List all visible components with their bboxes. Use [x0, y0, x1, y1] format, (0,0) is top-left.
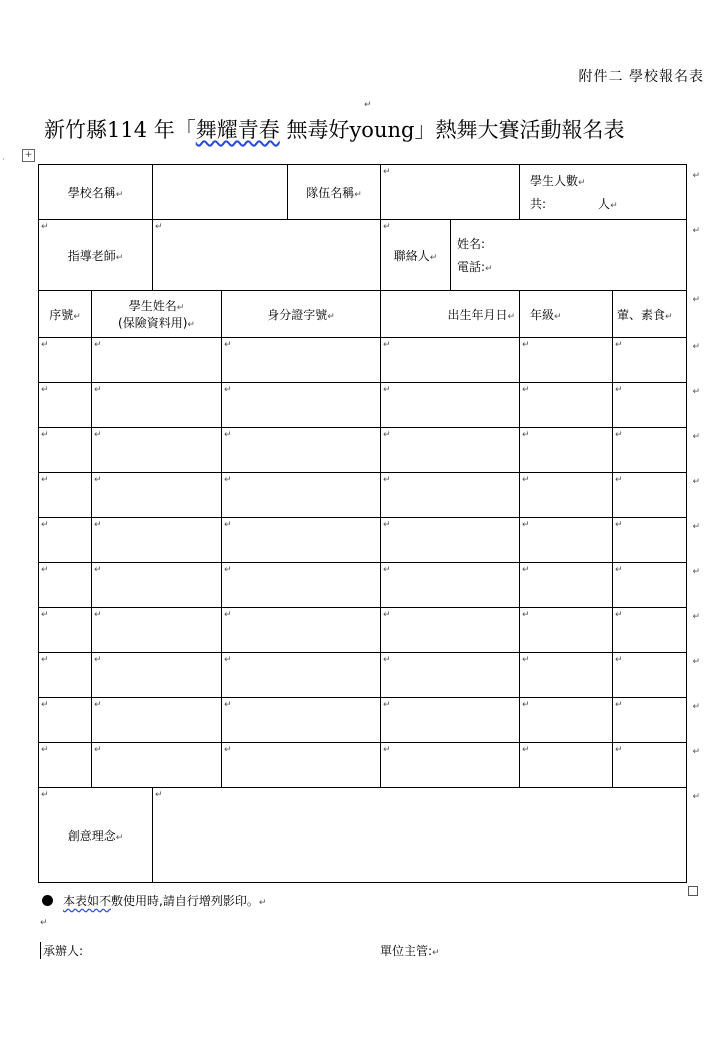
student-row-cell[interactable]: ↵ — [92, 698, 222, 743]
student-row-cell[interactable]: ↵ — [520, 698, 613, 743]
student-row-cell[interactable]: ↵ — [520, 653, 613, 698]
contact-phone-label: 電話: — [457, 260, 486, 274]
student-row-cell[interactable]: ↵ — [222, 563, 381, 608]
school-name-label-cell: 學校名稱↵ — [39, 165, 153, 220]
student-row-cell[interactable]: ↵ ↵ — [613, 653, 687, 698]
student-row-cell[interactable]: ↵ — [520, 563, 613, 608]
paragraph-mark: ↵ — [364, 100, 372, 110]
school-name-value[interactable] — [153, 165, 288, 220]
school-name-label: 學校名稱 — [67, 185, 116, 200]
student-row — [39, 383, 687, 428]
student-row-cell[interactable]: ↵ ↵ — [613, 743, 687, 788]
col-header-diet: 葷、素食↵ ↵ — [613, 291, 687, 338]
student-row-cell[interactable]: ↵ — [92, 518, 222, 563]
student-row-cell[interactable]: ↵ — [222, 338, 381, 383]
contact-name-label: 姓名: — [457, 237, 486, 251]
student-row-cell[interactable]: ↵ — [222, 473, 381, 518]
student-row-cell[interactable]: ↵ — [381, 428, 520, 473]
student-row-cell[interactable]: ↵ — [222, 518, 381, 563]
student-row-cell[interactable]: ↵ — [39, 383, 92, 428]
student-row-cell[interactable]: ↵ — [92, 338, 222, 383]
creative-concept-value[interactable]: ↵ ↵ — [153, 788, 687, 883]
student-row-cell[interactable]: ↵ — [92, 473, 222, 518]
student-row-cell[interactable]: ↵ ↵ — [613, 698, 687, 743]
student-row-cell[interactable]: ↵ — [381, 338, 520, 383]
student-row-cell[interactable]: ↵ — [222, 698, 381, 743]
note-rest: 敷使用時,請自行增列影印。 — [111, 894, 259, 908]
student-row-cell[interactable]: ↵ — [520, 428, 613, 473]
student-row-cell[interactable]: ↵ — [381, 518, 520, 563]
bullet-icon — [42, 895, 53, 906]
handler-signature: 承辦人: — [40, 942, 83, 959]
student-row-cell[interactable]: ↵ ↵ — [613, 338, 687, 383]
student-row-cell[interactable]: ↵ — [520, 473, 613, 518]
student-count-total-label: 共: — [530, 197, 547, 211]
student-row-cell[interactable]: ↵ ↵ — [613, 428, 687, 473]
student-row-cell[interactable]: ↵ — [381, 608, 520, 653]
team-name-label: 隊伍名稱 — [306, 185, 355, 200]
student-row-cell[interactable]: ↵ ↵ — [613, 563, 687, 608]
instructor-label-cell: ↵ 指導老師↵ — [39, 220, 153, 291]
student-count-label: 學生人數 — [530, 174, 579, 188]
student-row-cell[interactable]: ↵ — [39, 473, 92, 518]
team-name-label-cell: 隊伍名稱↵ — [288, 165, 381, 220]
student-row — [39, 428, 687, 473]
table-resize-handle-icon[interactable] — [688, 886, 698, 896]
student-row — [39, 563, 687, 608]
student-row-cell[interactable]: ↵ — [381, 743, 520, 788]
student-row-cell[interactable]: ↵ ↵ — [613, 473, 687, 518]
student-row-cell[interactable]: ↵ — [222, 383, 381, 428]
student-row-cell[interactable]: ↵ — [222, 428, 381, 473]
student-row — [39, 743, 687, 788]
student-row-cell[interactable]: ↵ — [381, 473, 520, 518]
table-move-handle-icon[interactable]: + — [22, 149, 35, 162]
creative-concept-label-cell: ↵ 創意理念↵ — [39, 788, 153, 883]
student-rows — [39, 338, 701, 788]
student-count-unit: 人 — [598, 197, 611, 211]
form-title — [44, 114, 704, 144]
student-row — [39, 698, 687, 743]
student-row-cell[interactable]: ↵ — [39, 518, 92, 563]
student-row-cell[interactable]: ↵ — [92, 653, 222, 698]
student-row-cell[interactable]: ↵ — [222, 608, 381, 653]
student-row-cell[interactable]: ↵ — [520, 518, 613, 563]
student-count-cell[interactable]: 學生人數↵ 共: 人↵ ↵ — [520, 165, 687, 220]
col-header-serial: 序號↵ — [39, 291, 92, 338]
student-row-cell[interactable]: ↵ — [39, 428, 92, 473]
student-row-cell[interactable]: ↵ — [92, 608, 222, 653]
title-suffix: 無毒好young」熱舞大賽活動報名表 — [279, 118, 625, 142]
note-wavy-part: 本表如不 — [63, 894, 112, 908]
attachment-label: 附件二 學校報名表 — [578, 69, 704, 85]
student-row-cell[interactable]: ↵ ↵ — [613, 608, 687, 653]
contact-label: 聯絡人 — [393, 248, 430, 263]
student-row-cell[interactable]: ↵ — [381, 563, 520, 608]
supervisor-signature: 單位主管:↵ — [380, 944, 440, 958]
col-header-grade: 年級↵ — [520, 291, 613, 338]
title-wavy-part: 舞耀青春 — [195, 118, 280, 142]
margin-dot: · — [2, 155, 5, 164]
student-row-cell[interactable]: ↵ — [39, 743, 92, 788]
student-row-cell[interactable]: ↵ — [520, 608, 613, 653]
registration-table — [38, 164, 701, 883]
instructor-value[interactable]: ↵ — [153, 220, 381, 291]
student-row — [39, 473, 687, 518]
student-row-cell[interactable]: ↵ — [39, 653, 92, 698]
student-row-cell[interactable]: ↵ — [39, 608, 92, 653]
student-row-cell[interactable]: ↵ — [520, 338, 613, 383]
student-row-cell[interactable]: ↵ ↵ — [613, 518, 687, 563]
student-row-cell[interactable]: ↵ — [92, 383, 222, 428]
student-row-cell[interactable]: ↵ — [92, 428, 222, 473]
student-row-cell[interactable]: ↵ — [222, 653, 381, 698]
contact-label-cell: ↵ 聯絡人↵ — [381, 220, 451, 291]
student-row-cell[interactable]: ↵ — [222, 743, 381, 788]
team-name-value[interactable]: ↵ — [381, 165, 520, 220]
student-row-cell[interactable]: ↵ — [39, 338, 92, 383]
paragraph-mark: ↵ — [40, 918, 48, 928]
student-row-cell[interactable]: ↵ — [92, 563, 222, 608]
student-row-cell[interactable]: ↵ — [520, 383, 613, 428]
col-header-student-name: 學生姓名↵ (保險資料用)↵ — [92, 291, 222, 338]
student-row-cell[interactable]: ↵ — [381, 383, 520, 428]
contact-info-cell[interactable]: 姓名: 電話:↵ ↵ — [451, 220, 687, 291]
student-row-cell[interactable]: ↵ — [39, 563, 92, 608]
note: 本表如不敷使用時,請自行增列影印。↵ — [42, 892, 266, 909]
student-row — [39, 653, 687, 698]
student-row-cell[interactable]: ↵ — [381, 698, 520, 743]
student-row — [39, 608, 687, 653]
student-row-cell[interactable]: ↵ — [381, 653, 520, 698]
creative-concept-label: 創意理念 — [67, 828, 116, 843]
student-row — [39, 518, 687, 563]
student-row — [39, 338, 687, 383]
student-row-cell[interactable]: ↵ — [39, 698, 92, 743]
title-prefix: 新竹縣114 年「 — [44, 118, 196, 142]
col-header-birth-date: 出生年月日↵ — [381, 291, 520, 338]
student-row-cell[interactable]: ↵ — [520, 743, 613, 788]
student-row-cell[interactable]: ↵ ↵ — [613, 383, 687, 428]
col-header-id-number: 身分證字號↵ — [222, 291, 381, 338]
student-row-cell[interactable]: ↵ — [92, 743, 222, 788]
instructor-label: 指導老師 — [67, 248, 116, 263]
